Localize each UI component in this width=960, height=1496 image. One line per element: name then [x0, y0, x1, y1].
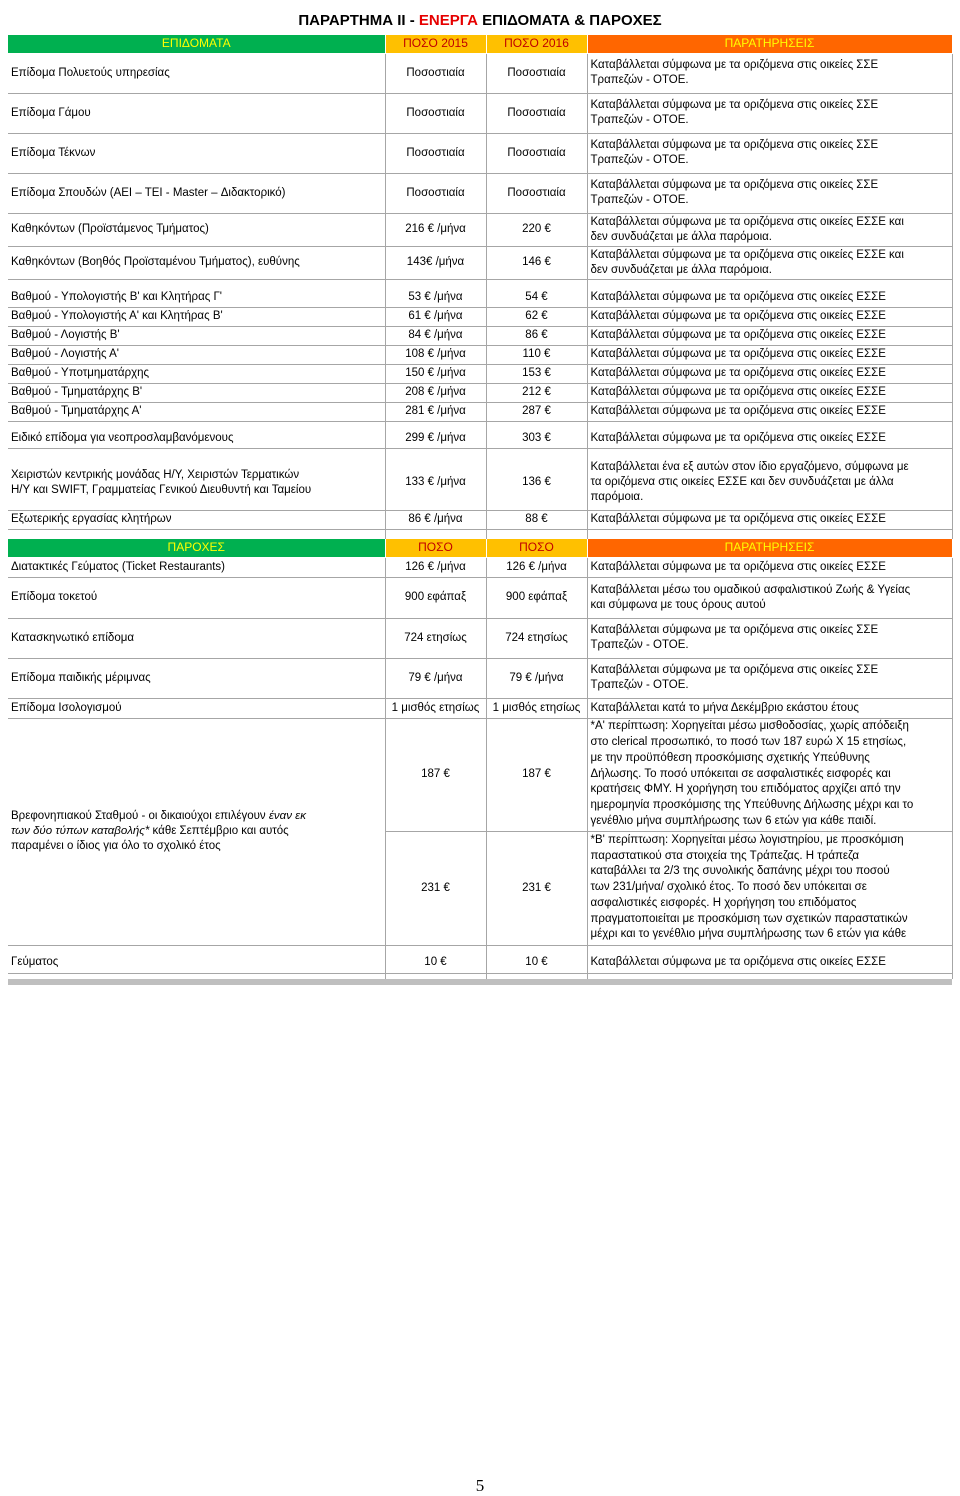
benefits-spreadsheet [8, 35, 952, 985]
header-amount: ΠΟΣΟ [385, 539, 486, 557]
page-number: 5 [475, 1476, 485, 1495]
row-amount-2015: 299 € /μήνα [385, 429, 486, 448]
remarks-line: *Α' περίπτωση: Χορηγείται μέσω μισθοδοσίας, χωρίς απόδειξη [590, 720, 909, 733]
row-remarks [587, 133, 952, 173]
row-name: Επίδομα Σπουδών (ΑΕΙ – ΤΕΙ - Master – Διδακτορικό) [8, 173, 385, 213]
row-remarks: Καταβάλλεται σύμφωνα με τα οριζόμενα στις οικείες ΕΣΣΕ [587, 429, 952, 448]
remarks-line: Τραπεζών - ΟΤΟΕ. [590, 74, 689, 86]
remarks-line: *Β' περίπτωση: Χορηγείται μέσω λογιστηρίου, με προσκόμιση [590, 833, 904, 846]
remarks-line: Καταβάλλεται σύμφωνα με τα οριζόμενα στις οικείες ΕΣΣΕ και [590, 215, 904, 228]
remarks-line: δεν συνδυάζεται με άλλα παρόμοια. [590, 263, 772, 276]
row-amount: 126 € /μήνα [486, 557, 587, 577]
row-remarks: Καταβάλλεται σύμφωνα με τα οριζόμενα στις οικείες ΕΣΣΕ [587, 510, 952, 529]
row-remarks: Καταβάλλεται σύμφωνα με τα οριζόμενα στις οικείες ΕΣΣΕ [587, 383, 952, 402]
remarks-line: μέχρι και το γενέθλιο μήνα συμπλήρωσης των 6 ετών για κάθε [590, 928, 907, 941]
row-amount: 10 € [486, 953, 587, 973]
name-emphasis: των δύο τύπων καταβολής* [11, 825, 150, 837]
benefits-table [8, 35, 953, 979]
row-remarks [587, 456, 952, 510]
row-name: Επίδομα Τέκνων [8, 133, 385, 173]
document-title [8, 12, 952, 29]
name-line: Χειριστών κεντρικής μονάδας Η/Υ, Χειριστών Τερματικών [11, 468, 300, 481]
row-amount-2015: 53 € /μήνα [385, 288, 486, 307]
row-name: Επίδομα παιδικής μέριμνας [8, 658, 385, 698]
name-line: Η/Υ και SWIFT, Γραμματείας Γενικού Διευθυντή και Ταμείου [11, 483, 312, 496]
table-row [8, 173, 952, 213]
row-amount-2016: Ποσοστιαία [486, 133, 587, 173]
row-name: Βαθμού - Υπολογιστής Β' και Κλητήρας Γ' [8, 288, 385, 307]
remarks-line: Τραπεζών - ΟΤΟΕ. [590, 679, 689, 691]
table-row [8, 345, 952, 364]
row-amount: 724 ετησίως [385, 618, 486, 658]
header-remarks: ΠΑΡΑΤΗΡΗΣΕΙΣ [587, 35, 952, 53]
row-remarks [587, 213, 952, 246]
row-amount-2016: 303 € [486, 429, 587, 448]
row-amount: 187 € [385, 718, 486, 831]
remarks-line: Καταβάλλεται σύμφωνα με τα οριζόμενα στις οικείες ΕΣΣΕ και [590, 248, 904, 261]
row-remarks: Καταβάλλεται σύμφωνα με τα οριζόμενα στις οικείες ΕΣΣΕ [587, 307, 952, 326]
row-name: Γεύματος [8, 953, 385, 973]
remarks-line: Τραπεζών - ΟΤΟΕ. [590, 639, 689, 651]
row-amount: 1 μισθός ετησίως [385, 698, 486, 718]
remarks-line: παρόμοια. [590, 491, 644, 504]
row-amount-2015: 61 € /μήνα [385, 307, 486, 326]
row-amount-2015: 150 € /μήνα [385, 364, 486, 383]
title-part-3: ΕΠΙΔΟΜΑΤΑ & ΠΑΡΟΧΕΣ [477, 12, 662, 29]
table-row [8, 402, 952, 421]
remarks-line: Τραπεζών - ΟΤΟΕ. [590, 114, 689, 126]
spacer-row [8, 421, 952, 429]
row-remarks: Καταβάλλεται σύμφωνα με τα οριζόμενα στις οικείες ΕΣΣΕ [587, 953, 952, 973]
spacer-row [8, 945, 952, 953]
table-row [8, 213, 952, 246]
row-amount-2016: 136 € [486, 456, 587, 510]
row-name: Επίδομα Πολυετούς υπηρεσίας [8, 53, 385, 93]
row-amount-2016: Ποσοστιαία [486, 93, 587, 133]
table-row [8, 133, 952, 173]
table-row [8, 288, 952, 307]
case-b-remarks [587, 831, 952, 945]
row-name: Βαθμού - Λογιστής Α' [8, 345, 385, 364]
row-name: Κατασκηνωτικό επίδομα [8, 618, 385, 658]
row-amount-2015: Ποσοστιαία [385, 173, 486, 213]
table-row [8, 246, 952, 279]
row-remarks: Καταβάλλεται σύμφωνα με τα οριζόμενα στις οικείες ΕΣΣΕ [587, 326, 952, 345]
row-remarks: Καταβάλλεται σύμφωνα με τα οριζόμενα στις οικείες ΕΣΣΕ [587, 557, 952, 577]
row-amount-2015: 143€ /μήνα [385, 246, 486, 279]
name-text: Βρεφονηπιακού Σταθμού - οι δικαιούχοι επιλέγουν [11, 810, 269, 822]
name-emphasis: έναν εκ [268, 810, 306, 822]
row-amount-2016: 287 € [486, 402, 587, 421]
row-amount-2016: 62 € [486, 307, 587, 326]
row-name: Βαθμού - Τμηματάρχης Α' [8, 402, 385, 421]
name-text: κάθε Σεπτέμβριο και αυτός [149, 825, 289, 837]
name-text: παραμένει ο ίδιος για όλο το σχολικό έτος [11, 840, 221, 852]
row-remarks: Καταβάλλεται σύμφωνα με τα οριζόμενα στις οικείες ΕΣΣΕ [587, 402, 952, 421]
nursery-case-a-row [8, 718, 952, 831]
remarks-line: Καταβάλλεται μέσω του ομαδικού ασφαλιστικού Ζωής & Υγείας [590, 583, 911, 596]
row-name: Καθηκόντων (Προϊστάμενος Τμήματος) [8, 213, 385, 246]
remarks-line: Καταβάλλεται ένα εξ αυτών στον ίδιο εργαζόμενο, σύμφωνα με [590, 461, 909, 474]
remarks-line: κρατήσεις ΦΜΥ. Η χορήγηση του επιδόματος αρχίζει από την [590, 783, 901, 796]
row-amount-2016: Ποσοστιαία [486, 173, 587, 213]
remarks-line: Δήλωσης. Το ποσό υπόκειται σε ασφαλιστικές εισφορές και [590, 767, 891, 780]
row-amount-2015: 84 € /μήνα [385, 326, 486, 345]
table-row [8, 307, 952, 326]
row-amount: 79 € /μήνα [385, 658, 486, 698]
row-name: Επίδομα τοκετού [8, 577, 385, 618]
remarks-line: τα οριζόμενα στις οικείες ΕΣΣΕ και δεν συνδυάζεται με άλλα [590, 476, 894, 489]
case-a-remarks [587, 718, 952, 831]
row-remarks [587, 93, 952, 133]
table-row [8, 618, 952, 658]
row-name [8, 456, 385, 510]
remarks-line: Καταβάλλεται σύμφωνα με τα οριζόμενα στις οικείες ΣΣΕ [590, 664, 879, 676]
row-remarks [587, 173, 952, 213]
row-remarks: Καταβάλλεται σύμφωνα με τα οριζόμενα στις οικείες ΕΣΣΕ [587, 345, 952, 364]
row-name: Βαθμού - Τμηματάρχης Β' [8, 383, 385, 402]
title-highlight: ΕΝΕΡΓΑ [418, 12, 478, 29]
remarks-line: πραγματοποιείται με προσκόμιση των σχετικών παραστατικών [590, 912, 908, 925]
row-amount-2015: 216 € /μήνα [385, 213, 486, 246]
remarks-line: των 231/μήνα/ σχολικό έτος. Το ποσό δεν υπόκειται σε [590, 881, 867, 894]
row-amount: 10 € [385, 953, 486, 973]
header-remarks: ΠΑΡΑΤΗΡΗΣΕΙΣ [587, 539, 952, 557]
sheet-bottom-border [8, 979, 952, 985]
table-row [8, 429, 952, 448]
row-amount-2015: 108 € /μήνα [385, 345, 486, 364]
row-amount: 724 ετησίως [486, 618, 587, 658]
row-remarks: Καταβάλλεται σύμφωνα με τα οριζόμενα στις οικείες ΕΣΣΕ [587, 364, 952, 383]
row-name: Βαθμού - Λογιστής Β' [8, 326, 385, 345]
table-row [8, 510, 952, 529]
remarks-line: στο clerical προσωπικό, το ποσό των 187 ευρώ Χ 15 ετησίως, [590, 736, 907, 748]
table-row [8, 557, 952, 577]
table-row [8, 698, 952, 718]
table-row [8, 326, 952, 345]
row-remarks: Καταβάλλεται σύμφωνα με τα οριζόμενα στις οικείες ΕΣΣΕ [587, 288, 952, 307]
row-amount-2015: 281 € /μήνα [385, 402, 486, 421]
spacer-row [8, 279, 952, 288]
row-name: Επίδομα Ισολογισμού [8, 698, 385, 718]
row-remarks [587, 618, 952, 658]
spacer-row [8, 529, 952, 539]
table-row [8, 383, 952, 402]
row-amount: 900 εφάπαξ [486, 577, 587, 618]
benefits-header-row [8, 35, 952, 53]
remarks-line: Καταβάλλεται σύμφωνα με τα οριζόμενα στις οικείες ΣΣΕ [590, 139, 879, 151]
row-amount-2016: 86 € [486, 326, 587, 345]
row-amount: 231 € [385, 831, 486, 945]
row-amount-2015: Ποσοστιαία [385, 93, 486, 133]
remarks-line: δεν συνδυάζεται με άλλα παρόμοια. [590, 230, 772, 243]
row-remarks [587, 577, 952, 618]
row-amount-2015: Ποσοστιαία [385, 53, 486, 93]
nursery-name [8, 718, 385, 945]
row-remarks [587, 53, 952, 93]
remarks-line: Τραπεζών - ΟΤΟΕ. [590, 154, 689, 166]
row-remarks: Καταβάλλεται κατά το μήνα Δεκέμβριο εκάστου έτους [587, 698, 952, 718]
table-row [8, 364, 952, 383]
remarks-line: Καταβάλλεται σύμφωνα με τα οριζόμενα στις οικείες ΣΣΕ [590, 99, 879, 111]
table-row [8, 577, 952, 618]
remarks-line: παραστατικού στα στοιχεία της Τράπεζας. Η τράπεζα [590, 849, 860, 862]
table-row [8, 658, 952, 698]
row-amount-2015: 208 € /μήνα [385, 383, 486, 402]
row-amount-2016: 220 € [486, 213, 587, 246]
remarks-line: και σύμφωνα με τους όρους αυτού [590, 598, 766, 611]
row-name: Επίδομα Γάμου [8, 93, 385, 133]
row-name: Βαθμού - Υποτμηματάρχης [8, 364, 385, 383]
remarks-line: Καταβάλλεται σύμφωνα με τα οριζόμενα στις οικείες ΣΣΕ [590, 179, 879, 191]
row-name: Ειδικό επίδομα για νεοπροσλαμβανόμενους [8, 429, 385, 448]
row-name: Διατακτικές Γεύματος (Ticket Restaurants) [8, 557, 385, 577]
remarks-line: με την προϋπόθεση προσκόμισης σχετικής Υπεύθυνης [590, 751, 870, 764]
row-amount-2016: 212 € [486, 383, 587, 402]
table-row [8, 456, 952, 510]
row-remarks [587, 658, 952, 698]
row-amount: 126 € /μήνα [385, 557, 486, 577]
header-amount-2016: ΠΟΣΟ 2016 [486, 35, 587, 53]
spacer-row [8, 448, 952, 456]
row-amount-2016: 153 € [486, 364, 587, 383]
table-row [8, 93, 952, 133]
row-name: Καθηκόντων (Βοηθός Προϊσταμένου Τμήματος), ευθύνης [8, 246, 385, 279]
row-amount-2015: 133 € /μήνα [385, 456, 486, 510]
row-amount: 231 € [486, 831, 587, 945]
row-amount-2016: 110 € [486, 345, 587, 364]
row-amount-2016: Ποσοστιαία [486, 53, 587, 93]
header-amount: ΠΟΣΟ [486, 539, 587, 557]
provisions-header-row [8, 539, 952, 557]
row-amount-2016: 88 € [486, 510, 587, 529]
remarks-line: καταβάλλει τα 2/3 της συνολικής δαπάνης μέχρι του ποσού [590, 865, 890, 878]
row-amount: 1 μισθός ετησίως [486, 698, 587, 718]
header-benefits: ΕΠΙΔΟΜΑΤΑ [8, 35, 385, 53]
table-row [8, 953, 952, 973]
remarks-line: Καταβάλλεται σύμφωνα με τα οριζόμενα στις οικείες ΣΣΕ [590, 59, 879, 71]
header-provisions: ΠΑΡΟΧΕΣ [8, 539, 385, 557]
table-row [8, 53, 952, 93]
row-amount-2016: 54 € [486, 288, 587, 307]
header-amount-2015: ΠΟΣΟ 2015 [385, 35, 486, 53]
row-amount-2015: 86 € /μήνα [385, 510, 486, 529]
remarks-line: γενέθλιο μήνα συμπλήρωσης των 6 ετών για κάθε παιδί. [590, 814, 877, 827]
row-amount-2015: Ποσοστιαία [385, 133, 486, 173]
remarks-line: ασφαλιστικές εισφορές. Η χορήγηση του επιδόματος [590, 896, 857, 909]
row-amount: 900 εφάπαξ [385, 577, 486, 618]
row-amount-2016: 146 € [486, 246, 587, 279]
remarks-line: Τραπεζών - ΟΤΟΕ. [590, 194, 689, 206]
remarks-line: ημερομηνία προσκόμισης της Υπεύθυνης Δήλωσης μέχρι και το [590, 799, 914, 812]
row-name: Βαθμού - Υπολογιστής Α' και Κλητήρας Β' [8, 307, 385, 326]
row-amount: 79 € /μήνα [486, 658, 587, 698]
title-part-1: ΠΑΡΑΡΤΗΜΑ ΙΙ - [298, 12, 419, 29]
row-remarks [587, 246, 952, 279]
remarks-line: Καταβάλλεται σύμφωνα με τα οριζόμενα στις οικείες ΣΣΕ [590, 624, 879, 636]
row-name: Εξωτερικής εργασίας κλητήρων [8, 510, 385, 529]
row-amount: 187 € [486, 718, 587, 831]
